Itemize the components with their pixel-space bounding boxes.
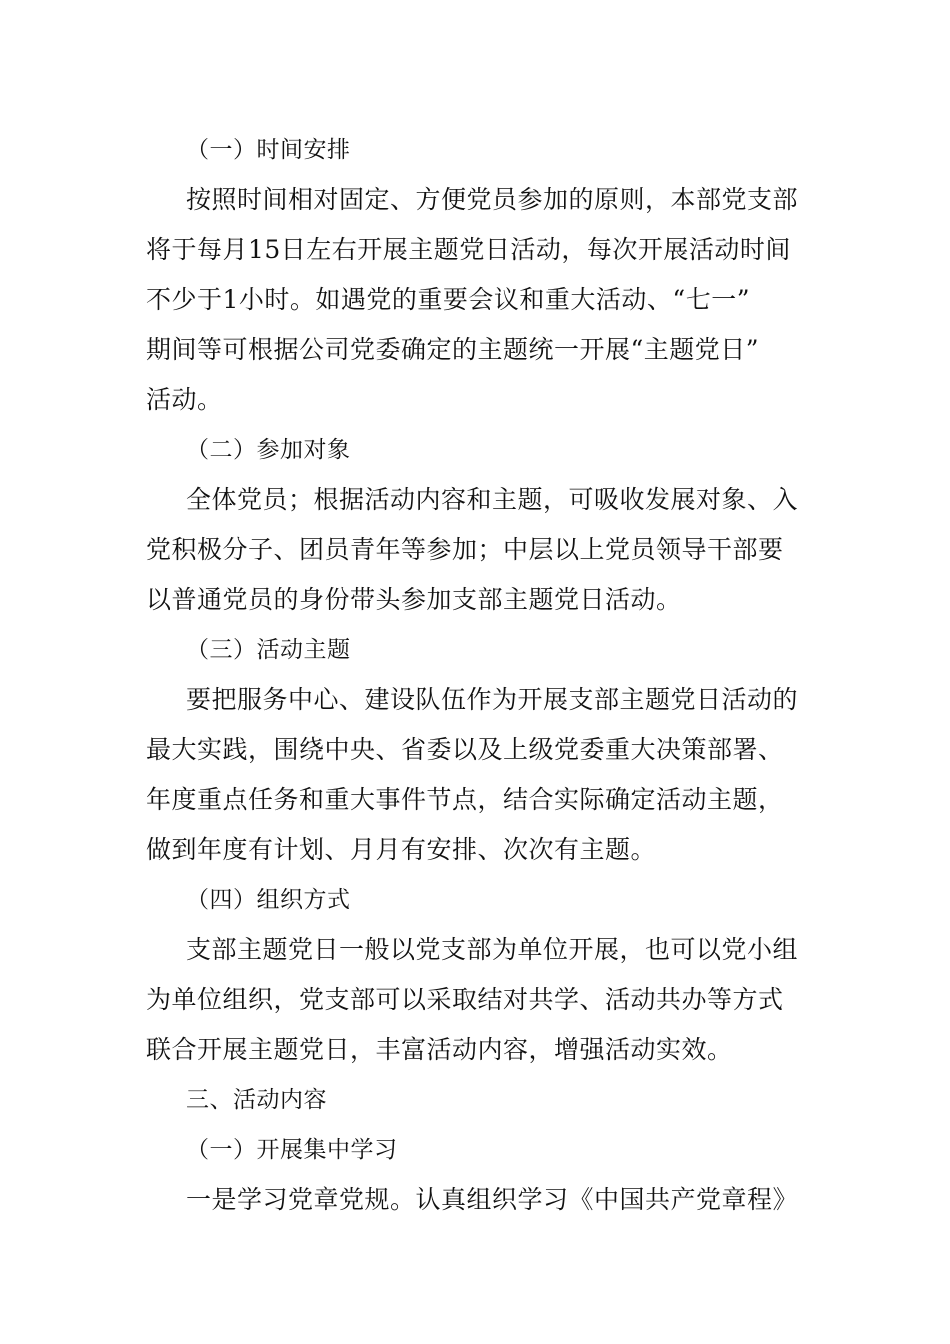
- paragraph-line: 全体党员；根据活动内容和主题，可吸收发展对象、入: [186, 485, 799, 514]
- paragraph-line: 按照时间相对固定、方便党员参加的原则，本部党支部: [186, 185, 799, 214]
- section-heading-content: 三、活动内容: [186, 1087, 327, 1113]
- paragraph-line: 联合开展主题党日，丰富活动内容，增强活动实效。: [146, 1035, 733, 1064]
- section-heading-organization: （四）组织方式: [186, 887, 351, 913]
- paragraph-line: 一是学习党章党规。认真组织学习《中国共产党章程》: [186, 1185, 799, 1214]
- paragraph-line: 支部主题党日一般以党支部为单位开展，也可以党小组: [186, 935, 799, 964]
- section-heading-participants: （二）参加对象: [186, 437, 351, 463]
- paragraph-line: 为单位组织，党支部可以采取结对共学、活动共办等方式: [146, 985, 784, 1014]
- section-heading-study: （一）开展集中学习: [186, 1137, 398, 1163]
- paragraph-line: 做到年度有计划、月月有安排、次次有主题。: [146, 835, 657, 864]
- section-heading-theme: （三）活动主题: [186, 637, 351, 663]
- section-heading-time: （一）时间安排: [186, 137, 351, 163]
- paragraph-line: 期间等可根据公司党委确定的主题统一开展“主题党日”: [146, 335, 760, 364]
- paragraph-line: 活动。: [146, 385, 223, 414]
- paragraph-line: 年度重点任务和重大事件节点，结合实际确定活动主题，: [146, 785, 784, 814]
- paragraph-line: 不少于1小时。如遇党的重要会议和重大活动、“七一”: [146, 285, 750, 314]
- paragraph-line: 最大实践，围绕中央、省委以及上级党委重大决策部署、: [146, 735, 784, 764]
- paragraph-line: 将于每月15日左右开展主题党日活动，每次开展活动时间: [146, 235, 791, 264]
- paragraph-line: 党积极分子、团员青年等参加；中层以上党员领导干部要: [146, 535, 784, 564]
- paragraph-line: 要把服务中心、建设队伍作为开展支部主题党日活动的: [186, 685, 799, 714]
- paragraph-line: 以普通党员的身份带头参加支部主题党日活动。: [146, 585, 682, 614]
